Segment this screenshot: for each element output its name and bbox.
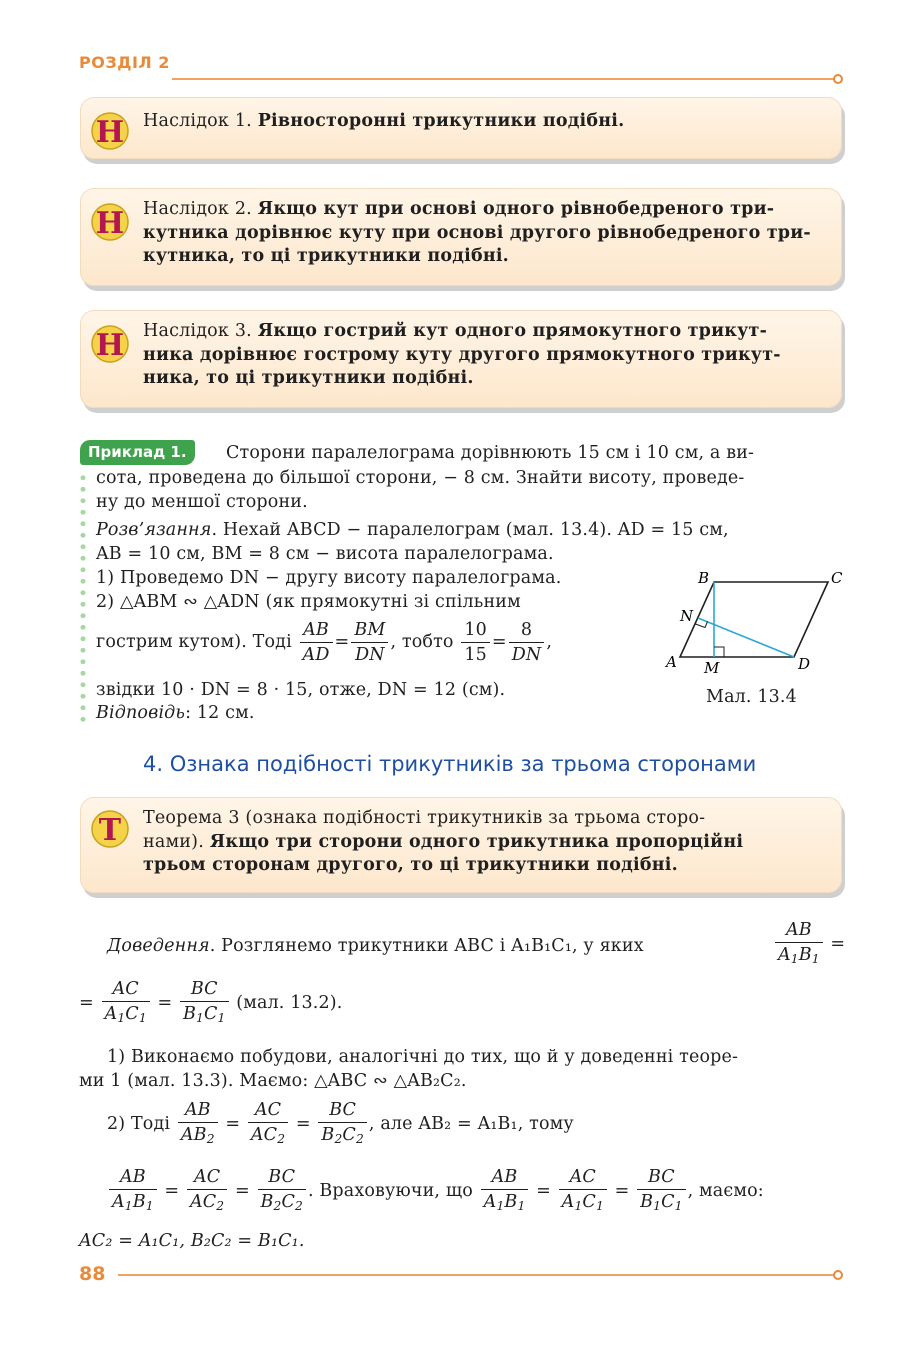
example-text-line2: сота, проведена до більшої сторони, − 8 см. Знайти висоту, проведе-	[96, 468, 745, 488]
fraction-ac-ac2: $\frac{AC}{AC_2}$	[248, 1098, 288, 1151]
theorem-box	[80, 797, 842, 893]
proof-figure-ref: (мал. 13.2).	[236, 993, 343, 1014]
solution-tobto: , тобто	[390, 632, 454, 652]
figure-caption: Мал. 13.4	[706, 687, 797, 707]
figure-label-d: D	[798, 655, 811, 673]
proof-step3-mid: . Враховуючи, що	[307, 1181, 473, 1202]
corollary-1-box	[80, 97, 842, 159]
fraction-bm-dn: $\frac{BM}{DN}$	[351, 618, 388, 667]
svg-text:Н: Н	[95, 206, 125, 241]
corollary-badge-icon	[90, 324, 130, 364]
proof-fraction-top: $\frac{AB}{A_1B_1}$ =	[773, 918, 853, 971]
svg-text:Н: Н	[95, 115, 125, 150]
svg-text:Т: Т	[98, 813, 122, 848]
solution-step2: 2) △ABM ∾ △ADN (як прямокутні зі спільним	[96, 592, 521, 612]
solution-label: Розв’язання	[96, 520, 212, 540]
section-label: РОЗДІЛ 2	[79, 53, 170, 72]
corollary-2-text-line1: Якщо кут при основі одного рівнобедреного три-	[257, 199, 775, 219]
fraction-ab-a1b1: $\frac{AB}{A_1B_1}$	[775, 918, 823, 971]
example-text-line1: Сторони паралелограма дорівнюють 15 см і 10 см, а ви-	[226, 443, 755, 463]
example-margin-dots	[80, 472, 86, 722]
solution-text-line1: . Нехай ABCD − паралелограм (мал. 13.4). AD = 15 см,	[211, 520, 729, 540]
solution-proportion-line: гострим кутом). Тоді $\frac{AB}{AD}$ = $\frac{BM}{DN}$ , тобто $\frac{10}{15}$ = $\frac{8}{DN}$ ,	[96, 620, 553, 665]
footer-rule-end-icon	[833, 1270, 843, 1280]
fraction-bc-b2c2: $\frac{BC}{B_2C_2}$	[318, 1098, 366, 1151]
example-text-line3: ну до меншої сторони.	[96, 492, 308, 512]
answer-text: : 12 см.	[185, 703, 255, 723]
corollary-3-text-line3: ника, то ці трикутники подібні.	[143, 368, 474, 388]
proof-text-line1: . Розглянемо трикутники ABC і A₁B₁C₁, у яких	[209, 936, 644, 956]
solution-step1: 1) Проведемо DN − другу висоту паралелограма.	[96, 568, 562, 588]
header-rule-end-icon	[833, 74, 843, 84]
theorem-lead-line1: Теорема 3 (ознака подібності трикутників за трьома сторо-	[143, 808, 706, 828]
proof-step3-maemo: , маємо:	[687, 1181, 764, 1202]
proof-last-line: AC₂ = A₁C₁, B₂C₂ = B₁C₁.	[79, 1231, 305, 1251]
proof-step1-line1: 1) Виконаємо побудови, аналогічні до тих, що й у доведенні теоре-	[107, 1047, 739, 1067]
corollary-1-lead: Наслідок 1.	[143, 111, 258, 131]
fraction-bc-b1c1: $\frac{BC}{B_1C_1}$	[180, 977, 228, 1030]
corollary-3-lead: Наслідок 3.	[143, 321, 258, 341]
fraction-ab-a1b1-3: $\frac{AB}{A_1B_1}$	[481, 1165, 529, 1218]
fraction-ab-ab2: $\frac{AB}{AB_2}$	[178, 1098, 218, 1151]
proof-line1	[107, 934, 827, 959]
theorem-badge-icon	[90, 809, 130, 849]
figure-label-b: B	[698, 569, 710, 587]
proof-step2-line: 2) Тоді $\frac{AB}{AB_2}$ = $\frac{AC}{AC_2}$ = $\frac{BC}{B_2C_2}$ , але AB₂ = A₁B₁, тому	[107, 1098, 807, 1151]
proof-label: Доведення	[107, 936, 210, 956]
proof-step1-line2: ми 1 (мал. 13.3). Маємо: △ABC ∾ △AB₂C₂.	[79, 1071, 467, 1091]
answer-label: Відповідь	[96, 703, 186, 723]
proof-step2-label: 2) Тоді	[107, 1114, 171, 1135]
fraction-bc-b1c1-2: $\frac{BC}{B_1C_1}$	[637, 1165, 685, 1218]
fraction-ab-a1b1-2: $\frac{AB}{A_1B_1}$	[109, 1165, 157, 1218]
fraction-ac-a1c1: $\frac{AC}{A_1C_1}$	[102, 977, 150, 1030]
fraction-bc-b2c2-2: $\frac{BC}{B_2C_2}$	[258, 1165, 306, 1218]
theorem-text-line2: трьом сторонам другого, то ці трикутники подібні.	[143, 855, 678, 875]
fraction-8-dn: $\frac{8}{DN}$	[509, 618, 545, 667]
theorem-text-line1: Якщо три сторони одного трикутника пропорційні	[209, 831, 744, 852]
solution-text-line2: AB = 10 см, BM = 8 см − висота паралелограма.	[96, 544, 554, 564]
corollary-3-text-line2: ника дорівнює гострому куту другого прямокутного трикут-	[143, 344, 781, 365]
fraction-ac-a1c1-2: $\frac{AC}{A_1C_1}$	[559, 1165, 607, 1218]
theorem-lead-line2: нами).	[143, 831, 210, 852]
proof-step2-tail: , але AB₂ = A₁B₁, тому	[368, 1114, 574, 1135]
fraction-ac-ac2-2: $\frac{AC}{AC_2}$	[187, 1165, 227, 1218]
corollary-3-text-line1: Якщо гострий кут одного прямокутного трикут-	[257, 321, 768, 341]
fraction-10-15: $\frac{10}{15}$	[461, 618, 490, 667]
proof-line2: = $\frac{AC}{A_1C_1}$ = $\frac{BC}{B_1C_1}$ (мал. 13.2).	[79, 977, 479, 1030]
corollary-2-box	[80, 188, 842, 286]
answer-line	[96, 701, 496, 726]
example-badge: Приклад 1.	[80, 440, 195, 465]
figure-label-a: A	[666, 653, 677, 671]
solution-step3: звідки 10 · DN = 8 · 15, отже, DN = 12 (см).	[96, 680, 506, 700]
parallelogram-figure	[660, 565, 860, 680]
fraction-ab-ad: $\frac{AB}{AD}$	[300, 618, 333, 667]
corollary-2-text-line2: кутника дорівнює куту при основі другого рівнобедреного три-	[143, 222, 811, 243]
corollary-2-text-line3: кутника, то ці трикутники подібні.	[143, 246, 509, 266]
footer-rule	[118, 1274, 834, 1276]
corollary-3-box	[80, 310, 842, 408]
figure-label-n: N	[680, 607, 694, 625]
header-rule	[172, 78, 834, 80]
corollary-1-text: Рівносторонні трикутники подібні.	[257, 111, 625, 131]
corollary-badge-icon	[90, 202, 130, 242]
corollary-2-lead: Наслідок 2.	[143, 199, 258, 219]
corollary-badge-icon	[90, 111, 130, 151]
section-heading: 4. Ознака подібності трикутників за трьома сторонами	[143, 752, 757, 776]
proof-step3-line: $\frac{AB}{A_1B_1}$ = $\frac{AC}{AC_2}$ = $\frac{BC}{B_2C_2}$ . Враховуючи, що $\frac{AB}{A_1B_1}$ = $\frac{AC}{A_1C_1}$ = $\frac{BC}{B_1C_1}$ , маємо:	[107, 1165, 852, 1218]
solution-step2-cont: гострим кутом). Тоді	[96, 632, 292, 652]
svg-text:Н: Н	[95, 328, 125, 363]
figure-label-m: M	[704, 659, 720, 677]
figure-label-c: C	[831, 569, 843, 587]
page-number: 88	[79, 1263, 106, 1285]
solution-line1	[96, 518, 846, 543]
